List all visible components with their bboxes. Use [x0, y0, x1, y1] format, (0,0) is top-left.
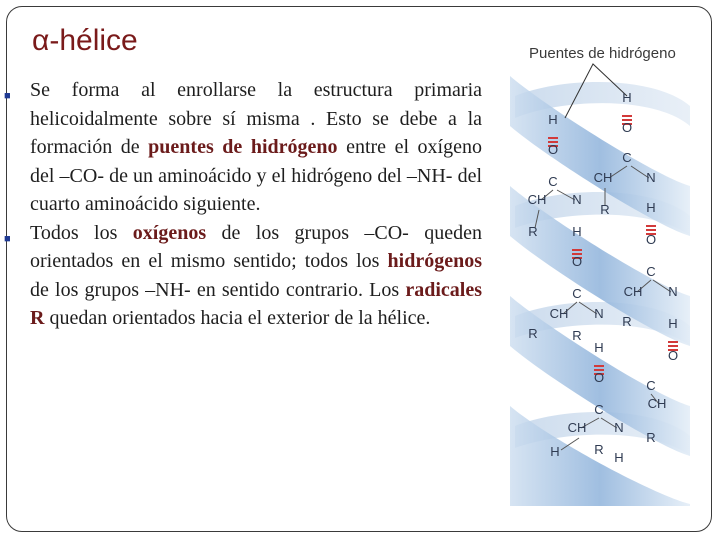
bullet-item	[0, 219, 482, 333]
atom-label: R	[572, 328, 582, 343]
atom-label: N	[614, 420, 624, 435]
atom-label: C	[646, 378, 656, 393]
atom-label: C	[572, 286, 582, 301]
atom-label: H	[550, 444, 560, 459]
atom-label: N	[668, 284, 678, 299]
atom-label: C	[594, 402, 604, 417]
bullet-item	[0, 76, 482, 219]
atom-label: N	[646, 170, 656, 185]
atom-label: N	[594, 306, 604, 321]
square-bullet-icon: ■	[4, 90, 11, 102]
atom-label: O	[621, 120, 633, 135]
atom-label: H	[594, 340, 604, 355]
atom-label: CH	[593, 170, 613, 185]
atom-label: O	[645, 232, 657, 247]
figure-label: Puentes de hidrógeno	[529, 45, 676, 62]
square-bullet-icon: ■	[4, 232, 11, 245]
bullet-text-2: Todos los oxígenos de los grupos –CO- queden orientados en el mismo sentido; todos los hidrógenos de los grupos –NH- en sentido contrario. Los radicales R quedan orientados hacia el exterior de la hélice.	[30, 221, 482, 329]
atom-label: R	[622, 314, 632, 329]
atom-label: O	[571, 254, 583, 269]
atom-label: R	[528, 326, 538, 341]
atom-label: H	[614, 450, 624, 465]
atom-label: H	[622, 90, 632, 105]
atom-label: H	[646, 200, 656, 215]
atom-label: CH	[623, 284, 643, 299]
atom-label: O	[547, 142, 559, 157]
atom-label: R	[646, 430, 656, 445]
atom-label: CH	[549, 306, 569, 321]
alpha-helix-diagram	[505, 36, 695, 506]
atom-label: R	[594, 442, 604, 457]
bullet-text-1: Se forma al enrollarse la estructura primaria helicoidalmente sobre sí misma . Esto se debe a la formación de puentes de hidrógeno entre el oxígeno del –CO- de un aminoácido y el hidrógeno del –NH- del cuarto aminoácido siguiente.	[30, 79, 482, 215]
atom-label: O	[593, 370, 605, 385]
atom-label: H	[548, 112, 558, 127]
atom-label: O	[667, 348, 679, 363]
atom-label: H	[572, 224, 582, 239]
atom-label: C	[646, 264, 656, 279]
atom-label: C	[548, 174, 558, 189]
slide-title: α-hélice	[32, 24, 138, 57]
atom-label: R	[600, 202, 610, 217]
atom-label: CH	[647, 396, 667, 411]
atom-label: C	[622, 150, 632, 165]
atom-label: H	[668, 316, 678, 331]
atom-label: N	[572, 192, 582, 207]
atom-label: CH	[567, 420, 587, 435]
atom-label: CH	[527, 192, 547, 207]
atom-label: R	[528, 224, 538, 239]
bullet-list	[0, 76, 482, 333]
